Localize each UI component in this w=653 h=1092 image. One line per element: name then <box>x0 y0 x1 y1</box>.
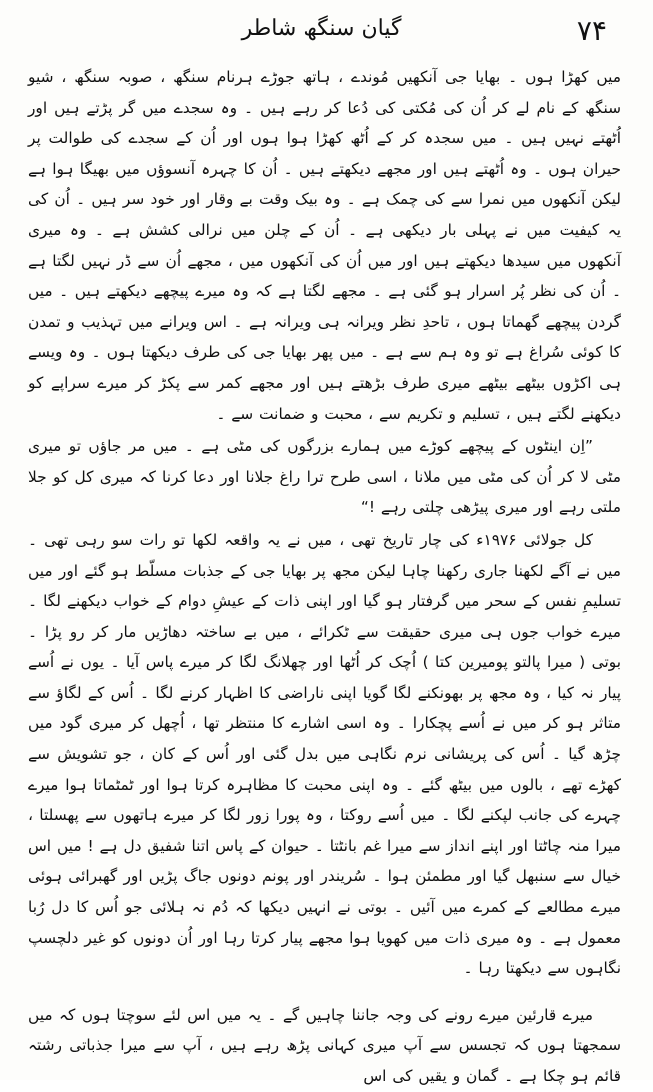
page-body <box>28 62 621 1092</box>
page-header <box>20 10 623 56</box>
running-title: گیان سنگھ شاطر <box>241 16 402 41</box>
paragraph-1: میں کھڑا ہوں ۔ بھایا جی آنکھیں مُوندے ، ہاتھ جوڑے ہرنام سنگھ ، صوبہ سنگھ ، شیو سنگھ کے نام لے کر اُن کی مُکتی کی دُعا کر رہے ہیں ۔ وہ سجدے میں گر پڑتے ہیں اور اُٹھتے نہیں ہیں ۔ میں سجدہ کر کے اُٹھ کھڑا ہوا ہوں اور اُن کے سجدے کی طوالت پر حیران ہوں ۔ وہ اُٹھتے ہیں اور مجھے دیکھتے ہیں ۔ اُن کا چہرہ آنسوؤں میں بھیگا ہوا ہے لیکن آنکھوں میں نمرا سے کی چمک ہے ۔ وہ بیک وقت بے وقار اور خود سر ہیں ۔ اُن کی یہ کیفیت میں نے پہلی بار دیکھی ہے ۔ اُن کے چلن میں نرالی کشش ہے ۔ وہ میری آنکھوں میں سیدھا دیکھتے ہیں اور میں اُن کی آنکھوں میں ، مجھے اُن سے ڈر نہیں لگتا ہے ۔ اُن کی نظر پُر اسرار ہو گئی ہے ۔ مجھے لگتا ہے کہ وہ میرے پیچھے دیکھتے ہیں ۔ میں گردن پیچھے گھماتا ہوں ، تاحدِ نظر ویرانہ ہی ویرانہ ہے ۔ اس ویرانے میں تہذیب و تمدن کا کوئی سُراغ ہے تو وہ ہم سے ہے ۔ میں پھر بھایا جی کی طرف دیکھتا ہوں ۔ وہ ویسے ہی اکڑوں بیٹھے بیٹھے میری طرف بڑھتے ہیں اور مجھے کمر سے پکڑ کر میرے سراپے کو دیکھنے لگتے ہیں ، تسلیم و تکریم سے ، محبت و ضمانت سے ۔ <box>28 68 621 423</box>
paragraph-3: کل جولائی ۱۹۷۶ء کی چار تاریخ تھی ، میں نے یہ واقعہ لکھا تو رات سو رہی تھی ۔ میں نے آگے لکھنا جاری رکھنا چاہا لیکن مجھ پر بھایا جی کے جذبات مسلّط ہو گئے اور میں تسلیمِ نفس کے سحر میں گرفتار ہو گیا اور اپنی ذات کے عیشِ دوام کے خواب دیکھنے لگا ۔ میرے خواب جوں ہی میری حقیقت سے ٹکرائے ، میں بے ساختہ دھاڑیں مار کر رو پڑا ۔ بوتی ( میرا پالتو پومیرین کتا ) اُچک کر اُٹھا اور چھلانگ لگا کر میرے پاس آیا ۔ یوں نے اُسے پیار نہ کیا ، وہ مجھ پر بھونکنے لگا گویا اپنی ناراضی کا اظہار کرنے لگا ۔ اُس کے لگاؤ سے متاثر ہو کر میں نے اُسے پچکارا ۔ وہ اسی اشارے کا منتظر تھا ، اُچھل کر میری گود میں چڑھ گیا ۔ اُس کی پریشانی نرم نگاہی میں بدل گئی اور اُس کے کان ، جو تشویش سے کھڑے تھے ، بالوں میں بیٹھ گئے ۔ وہ اپنی محبت کا مظاہرہ کرتا ہوا اور ٹمٹماتا ہوا میرے چہرے کی جانب لپکنے لگا ۔ میں اُسے روکتا ، وہ پورا زور لگا کر میرے ہاتھوں سے پھسلتا ، میرا منہ چاٹتا اور اپنے انداز سے میرا غم بانٹتا ۔ حیوان کے پاس اتنا شفیق دل ہے ! میں اس خیال سے سنبھل گیا اور مطمئن ہوا ۔ سُریندر اور پونم دونوں جاگ پڑیں اور گھبرائی ہوئی میرے مطالعے کے کمرے میں آئیں ۔ بوتی نے انہیں دیکھا کہ دُم نہ ہلائی جو اُس کا دل رُبا معمول ہے ۔ وہ میری ذات میں کھویا ہوا مجھے پیار کرتا رہا اور اُن دونوں کو غیر دلچسپ نگاہوں سے دیکھتا رہا ۔ <box>28 530 621 978</box>
paragraph-2-quote: ”اِن اینٹوں کے پیچھے کوڑے میں ہمارے بزرگوں کی مٹی ہے ۔ میں مر جاؤں تو میری مٹی لا کر اُن کی مٹی میں ملانا ، اسی طرح ترا راغ جلانا اور دعا کرنا کہ میری کل کو جلا ملتی رہے اور میری پیڑھی چلتی رہے !“ <box>28 437 621 517</box>
paragraph-4: میرے قارئین میرے رونے کی وجہ جاننا چاہیں گے ۔ یہ میں اس لئے سوچتا ہوں کہ میں سمجھتا ہوں کہ تجسس سے آپ میری کہانی پڑھ رہے ہیں ، آپ سے میرا جذباتی رشتہ قائم ہو چکا ہے ۔ گمان و یقیں کی اس <box>28 1005 621 1085</box>
page-number: ۷۴ <box>576 14 607 47</box>
